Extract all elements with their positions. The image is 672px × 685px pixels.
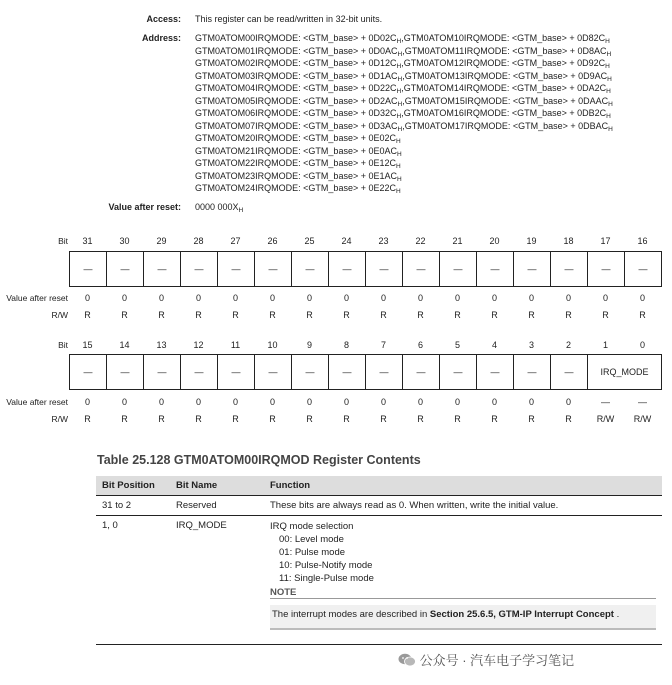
reset-value: 0 — [121, 293, 127, 303]
reset-label: Value after reset: — [108, 202, 181, 212]
bit-number: 16 — [637, 236, 648, 246]
reset-value: 0 — [306, 293, 312, 303]
reset-value: 0 — [639, 293, 645, 303]
reserved-bit: — — [329, 355, 366, 390]
bit-number: 28 — [193, 236, 204, 246]
rw-value: R — [380, 414, 387, 424]
reset-value: 0 — [565, 397, 571, 407]
address-list — [195, 32, 613, 195]
cell-function — [264, 516, 662, 645]
bit-number: 24 — [341, 236, 352, 246]
bitfield-row — [69, 354, 662, 390]
register-contents-table — [96, 476, 662, 645]
bit-row-label: Bit — [58, 236, 68, 246]
rw-value: R — [639, 310, 646, 320]
reset-value: 0 — [269, 293, 275, 303]
reset-row-label: Value after reset — [6, 397, 68, 407]
bit-number: 13 — [156, 340, 167, 350]
reserved-bit: — — [403, 252, 440, 287]
reset-value: — — [638, 397, 647, 407]
cell-bit-position: 1, 0 — [96, 516, 170, 645]
bit-number: 20 — [489, 236, 500, 246]
bit-number: 23 — [378, 236, 389, 246]
reserved-bit: — — [255, 252, 292, 287]
address-line: GTM0ATOM24IRQMODE: <GTM_base> + $0E22C_H$ — [195, 183, 401, 195]
bit-row-label: Bit — [58, 340, 68, 350]
address-line: GTM0ATOM23IRQMODE: <GTM_base> + $0E1AC_H$ — [195, 170, 402, 183]
bit-number: 6 — [417, 340, 423, 350]
reset-value: 0 — [121, 397, 127, 407]
reset-value: 0 — [528, 397, 534, 407]
table-header-row — [96, 476, 662, 496]
reset-value: 0 — [232, 293, 238, 303]
cell-function: These bits are always read as 0. When written, write the initial value. — [264, 496, 662, 516]
reserved-bit: — — [107, 252, 144, 287]
reserved-bit: — — [218, 355, 255, 390]
note-reference-link[interactable]: Section 25.6.5, GTM-IP Interrupt Concept — [429, 609, 614, 620]
rw-value: R — [232, 414, 239, 424]
rw-value: R — [380, 310, 387, 320]
rw-value: R — [269, 310, 276, 320]
bit-number: 14 — [119, 340, 130, 350]
reset-row-label: Value after reset — [6, 293, 68, 303]
rw-value: R — [602, 310, 609, 320]
reset-value: 0 — [417, 397, 423, 407]
rw-value: R — [454, 414, 461, 424]
mode-option: 01: Pulse mode — [279, 547, 346, 558]
bit-number: 7 — [380, 340, 386, 350]
reserved-bit: — — [551, 355, 588, 390]
reserved-bit: — — [144, 355, 181, 390]
header-bit-position: Bit Position — [96, 476, 170, 496]
address-line: GTM0ATOM04IRQMODE: <GTM_base> + $0D22C_H,GTM0ATOM14IRQMODE$: <GTM_base> + $0DA2C_H$ — [195, 83, 611, 95]
reserved-bit: — — [514, 355, 551, 390]
rw-row-label: R/W — [51, 414, 68, 424]
rw-value: R — [417, 310, 424, 320]
rw-row-label: R/W — [51, 310, 68, 320]
reset-value: 0 — [565, 293, 571, 303]
irq-mode-field: IRQ_MODE — [588, 355, 662, 390]
bit-number: 25 — [304, 236, 315, 246]
rw-value: R — [121, 310, 128, 320]
reserved-bit: — — [292, 252, 329, 287]
bit-number: 2 — [565, 340, 571, 350]
rw-value: R — [417, 414, 424, 424]
cell-bit-position: 31 to 2 — [96, 496, 170, 516]
reserved-bit: — — [366, 355, 403, 390]
watermark-text: 公众号 · 汽车电子学习笔记 — [419, 653, 575, 668]
address-line: GTM0ATOM07IRQMODE: <GTM_base> + $0D3AC_H,GTM0ATOM17IRQMODE$: <GTM_base> + $0DBAC_H$ — [195, 120, 613, 133]
rw-value: R — [528, 414, 535, 424]
bit-number: 18 — [563, 236, 574, 246]
bit-number: 12 — [193, 340, 204, 350]
reserved-bit: — — [218, 252, 255, 287]
access-text: This register can be read/written in 32-bit units. — [195, 14, 383, 24]
address-line: GTM0ATOM20IRQMODE: <GTM_base> + $0E02C_H$ — [195, 133, 401, 145]
address-line: GTM0ATOM01IRQMODE: <GTM_base> + $0D0AC_H,GTM0ATOM11IRQMODE$: <GTM_base> + $0D8AC_H$ — [195, 45, 612, 58]
rw-value: R/W — [596, 414, 615, 424]
reserved-bit: — — [181, 252, 218, 287]
reset-value: 0 — [602, 293, 608, 303]
reserved-bit: — — [588, 252, 625, 287]
reset-value: 0 — [491, 397, 497, 407]
rw-value: R — [269, 414, 276, 424]
bitfield-row — [69, 251, 662, 287]
reset-value: 0000 $000X_H$ — [195, 202, 244, 214]
reset-value: 0 — [232, 397, 238, 407]
address-label: Address: — [141, 33, 181, 43]
reserved-bit: — — [255, 355, 292, 390]
reserved-bit: — — [144, 252, 181, 287]
function-title: IRQ mode selection — [270, 521, 354, 532]
reset-value: 0 — [528, 293, 534, 303]
bit-number: 3 — [528, 340, 534, 350]
bit-number: 4 — [491, 340, 497, 350]
reset-value: 0 — [454, 397, 460, 407]
watermark — [398, 650, 574, 670]
cell-bit-name: Reserved — [170, 496, 264, 516]
address-line: GTM0ATOM22IRQMODE: <GTM_base> + $0E12C_H$ — [195, 158, 401, 170]
bit-number: 22 — [415, 236, 426, 246]
address-line: GTM0ATOM05IRQMODE: <GTM_base> + $0D2AC_H,GTM0ATOM15IRQMODE$: <GTM_base> + $0DAAC_H$ — [195, 95, 613, 108]
bit-number: 5 — [454, 340, 460, 350]
bit-number: 8 — [343, 340, 349, 350]
reserved-bit: — — [366, 252, 403, 287]
reserved-bit: — — [70, 252, 107, 287]
reset-value: — — [601, 397, 610, 407]
bit-number: 19 — [526, 236, 537, 246]
reset-value: 0 — [195, 397, 201, 407]
rw-value: R — [84, 310, 91, 320]
bit-number: 17 — [600, 236, 611, 246]
bit-number: 29 — [156, 236, 167, 246]
reset-value: 0 — [84, 293, 90, 303]
table-row — [96, 496, 662, 516]
reserved-bit: — — [477, 355, 514, 390]
reserved-bit: — — [551, 252, 588, 287]
reset-value: 0 — [269, 397, 275, 407]
mode-option: 10: Pulse-Notify mode — [279, 560, 373, 571]
bit-number: 11 — [230, 340, 241, 350]
reset-value: 0 — [491, 293, 497, 303]
note-label: NOTE — [270, 587, 656, 599]
rw-value: R — [454, 310, 461, 320]
note-text-end: . — [613, 609, 620, 620]
mode-option: 00: Level mode — [279, 534, 344, 545]
rw-value: R — [232, 310, 239, 320]
rw-value: R — [195, 310, 202, 320]
bit-number: 1 — [602, 340, 608, 350]
table-title: Table 25.128 GTM0ATOM00IRQMOD Register Contents — [97, 453, 421, 467]
header-bit-name: Bit Name — [170, 476, 264, 496]
address-line: GTM0ATOM03IRQMODE: <GTM_base> + $0D1AC_H,GTM0ATOM13IRQMODE$: <GTM_base> + $0D9AC_H$ — [195, 70, 612, 83]
rw-value: R — [565, 310, 572, 320]
table-row — [96, 516, 662, 645]
rw-value: R — [158, 414, 165, 424]
address-line: GTM0ATOM00IRQMODE: <GTM_base> + $0D02C_H,GTM0ATOM10IRQMODE$: <GTM_base> + $0D82C_H$ — [195, 33, 610, 45]
access-label: Access: — [146, 14, 181, 24]
bit-number: 21 — [452, 236, 463, 246]
reserved-bit: — — [292, 355, 329, 390]
rw-value: R — [528, 310, 535, 320]
bit-number: 31 — [82, 236, 93, 246]
rw-value: R — [491, 310, 498, 320]
bit-number: 10 — [267, 340, 278, 350]
bit-number: 27 — [230, 236, 241, 246]
rw-value: R — [343, 414, 350, 424]
address-line: GTM0ATOM02IRQMODE: <GTM_base> + $0D12C_H,GTM0ATOM12IRQMODE$: <GTM_base> + $0D92C_H$ — [195, 58, 610, 70]
reset-value: 0 — [158, 293, 164, 303]
cell-bit-name: IRQ_MODE — [170, 516, 264, 645]
rw-value: R/W — [633, 414, 652, 424]
address-line: GTM0ATOM21IRQMODE: <GTM_base> + $0E0AC_H$ — [195, 145, 402, 158]
reserved-bit: — — [625, 252, 662, 287]
reset-value: 0 — [343, 397, 349, 407]
rw-value: R — [565, 414, 572, 424]
reset-value: 0 — [84, 397, 90, 407]
reserved-bit: — — [329, 252, 366, 287]
bit-number: 26 — [267, 236, 278, 246]
rw-value: R — [306, 310, 313, 320]
reserved-bit: — — [107, 355, 144, 390]
reset-value: 0 — [417, 293, 423, 303]
reset-value: 0 — [158, 397, 164, 407]
reset-value: 0 — [306, 397, 312, 407]
bit-number: 9 — [306, 340, 312, 350]
rw-value: R — [195, 414, 202, 424]
bit-number: 0 — [639, 340, 645, 350]
rw-value: R — [343, 310, 350, 320]
mode-option: 11: Single-Pulse mode — [279, 573, 374, 584]
reset-value: 0 — [195, 293, 201, 303]
note-text: The interrupt modes are described in — [272, 609, 430, 620]
bit-number: 15 — [82, 340, 93, 350]
reset-value: 0 — [343, 293, 349, 303]
reserved-bit: — — [477, 252, 514, 287]
rw-value: R — [121, 414, 128, 424]
rw-value: R — [491, 414, 498, 424]
wechat-icon — [398, 653, 416, 670]
reserved-bit: — — [440, 252, 477, 287]
bit-number: 30 — [119, 236, 130, 246]
header-function: Function — [264, 476, 662, 496]
reserved-bit: — — [403, 355, 440, 390]
rw-value: R — [84, 414, 91, 424]
reserved-bit: — — [70, 355, 107, 390]
reserved-bit: — — [440, 355, 477, 390]
reserved-bit: — — [181, 355, 218, 390]
reset-value: 0 — [454, 293, 460, 303]
rw-value: R — [306, 414, 313, 424]
reserved-bit: — — [514, 252, 551, 287]
rw-value: R — [158, 310, 165, 320]
reset-value: 0 — [380, 293, 386, 303]
note-body — [270, 605, 656, 630]
reset-value: 0 — [380, 397, 386, 407]
address-line: GTM0ATOM06IRQMODE: <GTM_base> + $0D32C_H,GTM0ATOM16IRQMODE$: <GTM_base> + $0DB2C_H$ — [195, 108, 611, 120]
